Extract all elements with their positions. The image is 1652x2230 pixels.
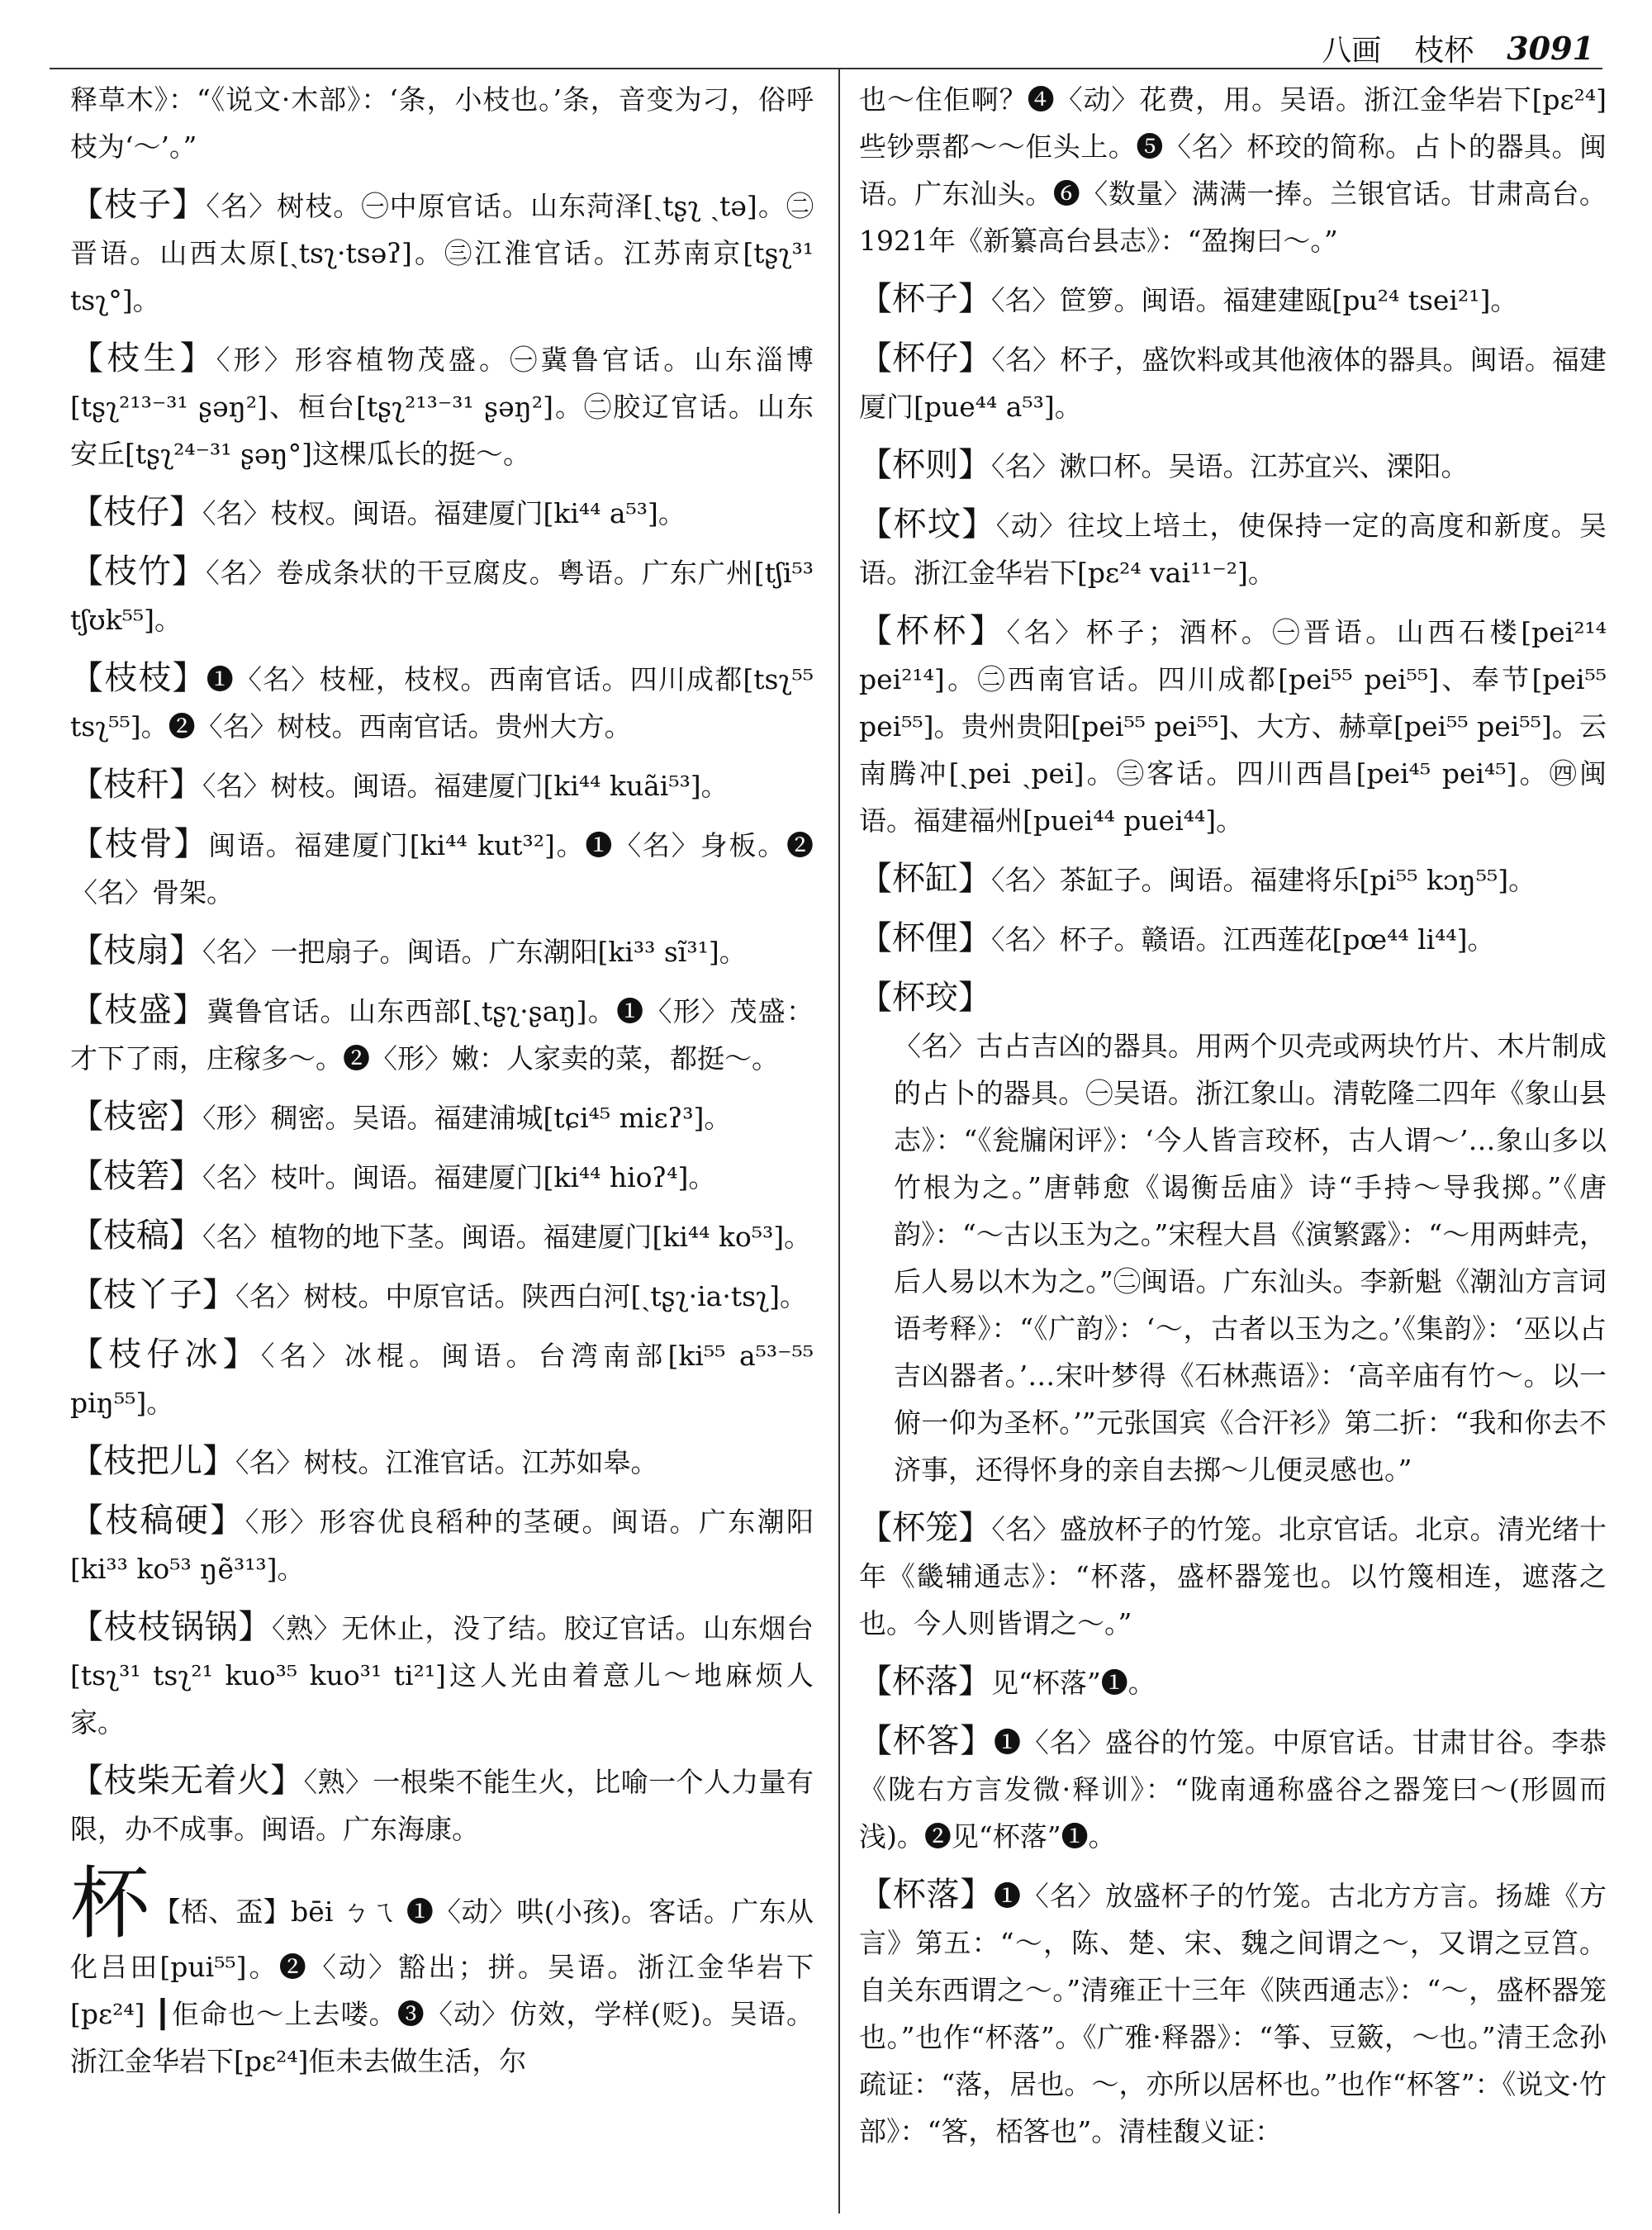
entry-definition: 〈名〉枝叶。闽语。福建厦门[ki⁴⁴ hioʔ⁴]。 [202,1161,716,1193]
section-label: 八画 [1322,33,1382,68]
entry-definition: 〈形〉形容优良稻种的茎硬。闽语。广东潮阳[ki³³ ko⁵³ ŋẽ³¹³]。 [70,1506,814,1585]
main-character-definition: 【桮、盃】bēi ㄅㄟ ❶〈动〉哄(小孩)。客话。广东从化吕田[pui⁵⁵]。❷〈动〉豁出；拼。吴语。浙江金华岩下[pɛ²⁴] ┃佢命也～上去喽。❸〈动〉仿效，学样(贬)。吴语。浙江金华岩下[pɛ²⁴]佢未去做生活，尔 [70,1896,814,2077]
dictionary-entry [859,915,1607,963]
dictionary-entry [859,975,1607,1493]
dictionary-entry [859,856,1607,904]
dictionary-entry [70,76,814,170]
entry-headword: 【杯缸】 [859,860,991,898]
dictionary-entry [70,762,814,809]
entry-definition: 冀鲁官话。山东西部[ˏtʂʅ·ʂaŋ]。❶〈形〉茂盛：才下了雨，庄稼多～。❷〈形〉嫩：人家卖的菜，都挺～。 [70,995,814,1075]
entry-headword: 【杯珓】 [859,979,991,1017]
dictionary-entry [859,1658,1607,1706]
entry-definition: 〈名〉卷成条状的干豆腐皮。粤语。广东广州[tʃi⁵³ tʃʊk⁵⁵]。 [70,557,814,636]
entry-headword: 【枝枝】 [70,659,206,697]
dictionary-entry [70,489,814,537]
dictionary-entry [859,276,1607,324]
entry-definition: 〈名〉杯子。赣语。江西莲花[pœ⁴⁴ li⁴⁴]。 [991,923,1495,956]
dictionary-entry [859,1505,1607,1647]
main-character-entry [70,1858,814,2085]
dictionary-entry [70,1497,814,1592]
entry-definition: 〈名〉杯子，盛饮料或其他液体的器具。闽语。福建厦门[pue⁴⁴ a⁵³]。 [859,344,1607,423]
entry-definition: 〈名〉树枝。中原官话。陕西白河[ˏtʂʅ·ia·tsʅ]。 [235,1280,807,1312]
entry-headword: 【杯俚】 [859,919,991,957]
entry-definition: 释草木》：“《说文·木部》：‘条，小枝也。’条，音变为刁，俗呼枝为‘～’。” [70,83,814,163]
dictionary-entry [859,608,1607,844]
entry-definition: 〈名〉枝杈。闽语。福建厦门[ki⁴⁴ a⁵³]。 [202,497,686,529]
entry-headword: 【杯则】 [859,446,991,484]
main-character: 杯 [70,1858,150,1950]
dictionary-entry [70,1212,814,1260]
dictionary-entry [859,442,1607,490]
entry-definition: 〈熟〉无休止，没了结。胶辽官话。山东烟台[tsʅ³¹ tsʅ²¹ kuo³⁵ kuo³¹ ti²¹]这人光由着意儿～地麻烦人家。 [70,1612,814,1739]
entry-headword: 【枝枝锅锅】 [70,1608,272,1646]
entry-definition: 〈名〉盛放杯子的竹笼。北京官话。北京。清光绪十年《畿辅通志》：“杯落，盛杯器笼也。以竹篾相连，遮落之也。今人则皆谓之～。” [859,1513,1607,1639]
entry-definition: 〈名〉一把扇子。闽语。广东潮阳[ki³³ sĩ³¹]。 [202,936,747,968]
entry-headword: 【杯笿】 [859,1722,995,1760]
entry-definition: 〈名〉植物的地下茎。闽语。福建厦门[ki⁴⁴ ko⁵³]。 [202,1221,812,1253]
entry-definition: 闽语。福建厦门[ki⁴⁴ kut³²]。❶〈名〉身板。❷〈名〉骨架。 [70,829,814,909]
entry-headword: 【枝秆】 [70,766,202,804]
entry-headword: 【枝柴无着火】 [70,1762,304,1800]
entry-definition: 〈动〉往坟上培土，使保持一定的高度和新度。吴语。浙江金华岩下[pɛ²⁴ vai¹¹⁻²]。 [859,510,1607,589]
entry-definition: 见“杯落”❶。 [991,1667,1156,1699]
entry-definition: ❶〈名〉盛谷的竹笼。中原官话。甘肃甘谷。李恭《陇右方言发微·释训》：“陇南通称盛谷之器笼曰～(形圆而浅)。❷见“杯落”❶。 [859,1726,1607,1853]
header-rule [50,68,1602,69]
entry-headword: 【杯落】 [859,1876,995,1914]
dictionary-entry [70,1604,814,1746]
entry-headword: 【杯笼】 [859,1509,992,1547]
entry-headword: 【枝仔冰】 [70,1336,261,1374]
dictionary-entry [70,821,814,916]
dictionary-entry [859,1718,1607,1860]
dictionary-entry [70,987,814,1082]
dictionary-entry [70,1758,814,1853]
dictionary-entry [70,182,814,324]
dictionary-entry [859,501,1607,596]
entry-definition: 〈形〉稠密。吴语。福建浦城[tɕi⁴⁵ miɛʔ³]。 [202,1102,732,1134]
column-divider [838,68,840,2213]
entry-headword: 【枝密】 [70,1098,202,1136]
header-chars: 枝杯 [1414,33,1474,68]
entry-headword: 【枝生】 [70,339,216,377]
entry-headword: 【枝扇】 [70,932,202,970]
entry-definition: 也～住佢啊？❹〈动〉花费，用。吴语。浙江金华岩下[pɛ²⁴]些钞票都～～佢头上。❺〈名〉杯珓的简称。占卜的器具。闽语。广东汕头。❻〈数量〉满满一捧。兰银官话。甘肃高台。1921年《新纂高台县志》：“盈掬曰～。” [859,83,1607,257]
dictionary-entry [70,335,814,477]
entry-definition: 〈名〉古占吉凶的器具。用两个贝壳或两块竹片、木片制成的占卜的器具。㊀吴语。浙江象山。清乾隆二四年《象山县志》：“《瓮牖闲评》：‘今人皆言珓杯，古人谓～’…象山多以竹根为之。”唐韩愈《谒衡岳庙》诗“手持～导我掷。”《唐韵》：“～古以玉为之。”宋程大昌《演繁露》：“～用两蚌壳，后人易以木为之。”㊁闽语。广东汕头。李新魁《潮汕方言词语考释》：“《广韵》：‘～，古者以玉为之。’《集韵》：‘巫以占吉凶器者。’…宋叶梦得《石林燕语》：‘高辛庙有竹～。以一俯一仰为圣杯。’”元张国宾《合汗衫》第二折：“我和你去不济事，还得怀身的亲自去掷～儿便灵感也。” [894,1030,1607,1486]
dictionary-entry [859,1872,1607,2155]
dictionary-entry [859,76,1607,264]
entry-headword: 【杯坟】 [859,505,996,543]
entry-headword: 【枝丫子】 [70,1276,235,1314]
dictionary-entry [70,1272,814,1320]
dictionary-entry [70,1331,814,1426]
dictionary-entry [70,1094,814,1141]
entry-headword: 【枝稿硬】 [70,1502,245,1540]
entry-headword: 【枝箬】 [70,1157,202,1195]
entry-definition: ❶〈名〉放盛杯子的竹笼。古北方方言。扬雄《方言》第五：“～，陈、楚、宋、魏之间谓之～，又谓之豆筥。自关东西谓之～。”清雍正十三年《陕西通志》：“～，盛杯器笼也。”也作“杯落”。《广雅·释器》：“筝、豆籢，～也。”清王念孙疏证：“落，居也。～，亦所以居杯也。”也作“杯笿”：《说文·竹部》：“笿，桮笿也”。清桂馥义证： [859,1880,1607,2147]
entry-definition: 〈名〉杯子；酒杯。㊀晋语。山西石楼[pei²¹⁴ pei²¹⁴]。㊁西南官话。四川成都[pei⁵⁵ pei⁵⁵]、奉节[pei⁵⁵ pei⁵⁵]。贵州贵阳[pei⁵⁵ pei⁵⁵]、大方、赫章[pei⁵⁵ pei⁵⁵]。云南腾冲[ˏpei ˏpei]。㊂客话。四川西昌[pei⁴⁵ pei⁴⁵]。㊃闽语。福建福州[puei⁴⁴ puei⁴⁴]。 [859,616,1607,837]
entry-definition: 〈名〉漱口杯。吴语。江苏宜兴、溧阳。 [991,450,1469,482]
dictionary-entry [70,1438,814,1486]
dictionary-entry [70,655,814,750]
entry-headword: 【杯杯】 [859,612,1007,650]
entry-definition: 〈熟〉一根柴不能生火，比喻一个人力量有限，办不成事。闽语。广东海康。 [70,1766,814,1845]
entry-headword: 【杯落】 [859,1663,991,1701]
entry-headword: 【枝竹】 [70,553,206,591]
entry-headword: 【杯子】 [859,280,991,318]
entry-headword: 【枝骨】 [70,825,209,863]
entry-headword: 【枝仔】 [70,493,202,531]
page-header [1156,23,1594,73]
entry-headword: 【杯仔】 [859,339,992,377]
dictionary-entry [859,335,1607,430]
entry-definition: 〈名〉树枝。闽语。福建厦门[ki⁴⁴ kuãi⁵³]。 [202,770,729,802]
entry-definition: ❶〈名〉枝桠，枝杈。西南官话。四川成都[tsʅ⁵⁵ tsʅ⁵⁵]。❷〈名〉树枝。西南官话。贵州大方。 [70,663,814,743]
entry-headword: 【枝稿】 [70,1217,202,1255]
entry-definition: 〈名〉树枝。㊀中原官话。山东菏泽[ˏtʂʅ ˏtə]。㊁晋语。山西太原[ˏtsʅ·tsəʔ]。㊂江淮官话。江苏南京[tʂʅ³¹ tsʅ°]。 [70,190,814,316]
entry-definition: 〈名〉冰棍。闽语。台湾南部[ki⁵⁵ a⁵³⁻⁵⁵ piŋ⁵⁵]。 [70,1340,814,1419]
entry-definition: 〈形〉形容植物茂盛。㊀冀鲁官话。山东淄博[tʂʅ²¹³⁻³¹ ʂəŋ²]、桓台[tʂʅ²¹³⁻³¹ ʂəŋ²]。㊁胶辽官话。山东安丘[tʂʅ²⁴⁻³¹ ʂəŋ°]这棵瓜长的挺～。 [70,344,814,470]
dictionary-entry [70,548,814,643]
dictionary-entry [70,1153,814,1201]
entry-headword: 【枝把儿】 [70,1442,235,1480]
dictionary-entry [70,928,814,975]
page-number: 3091 [1507,29,1594,67]
entry-definition: 〈名〉笸箩。闽语。福建建瓯[pu²⁴ tsei²¹]。 [991,284,1518,316]
entry-headword: 【枝盛】 [70,991,207,1029]
entry-definition: 〈名〉树枝。江淮官话。江苏如皋。 [235,1446,658,1478]
right-column [859,76,1607,2166]
entry-headword: 【枝子】 [70,186,206,224]
entry-definition: 〈名〉茶缸子。闽语。福建将乐[pi⁵⁵ kɔŋ⁵⁵]。 [991,864,1536,896]
left-column [70,76,814,2096]
